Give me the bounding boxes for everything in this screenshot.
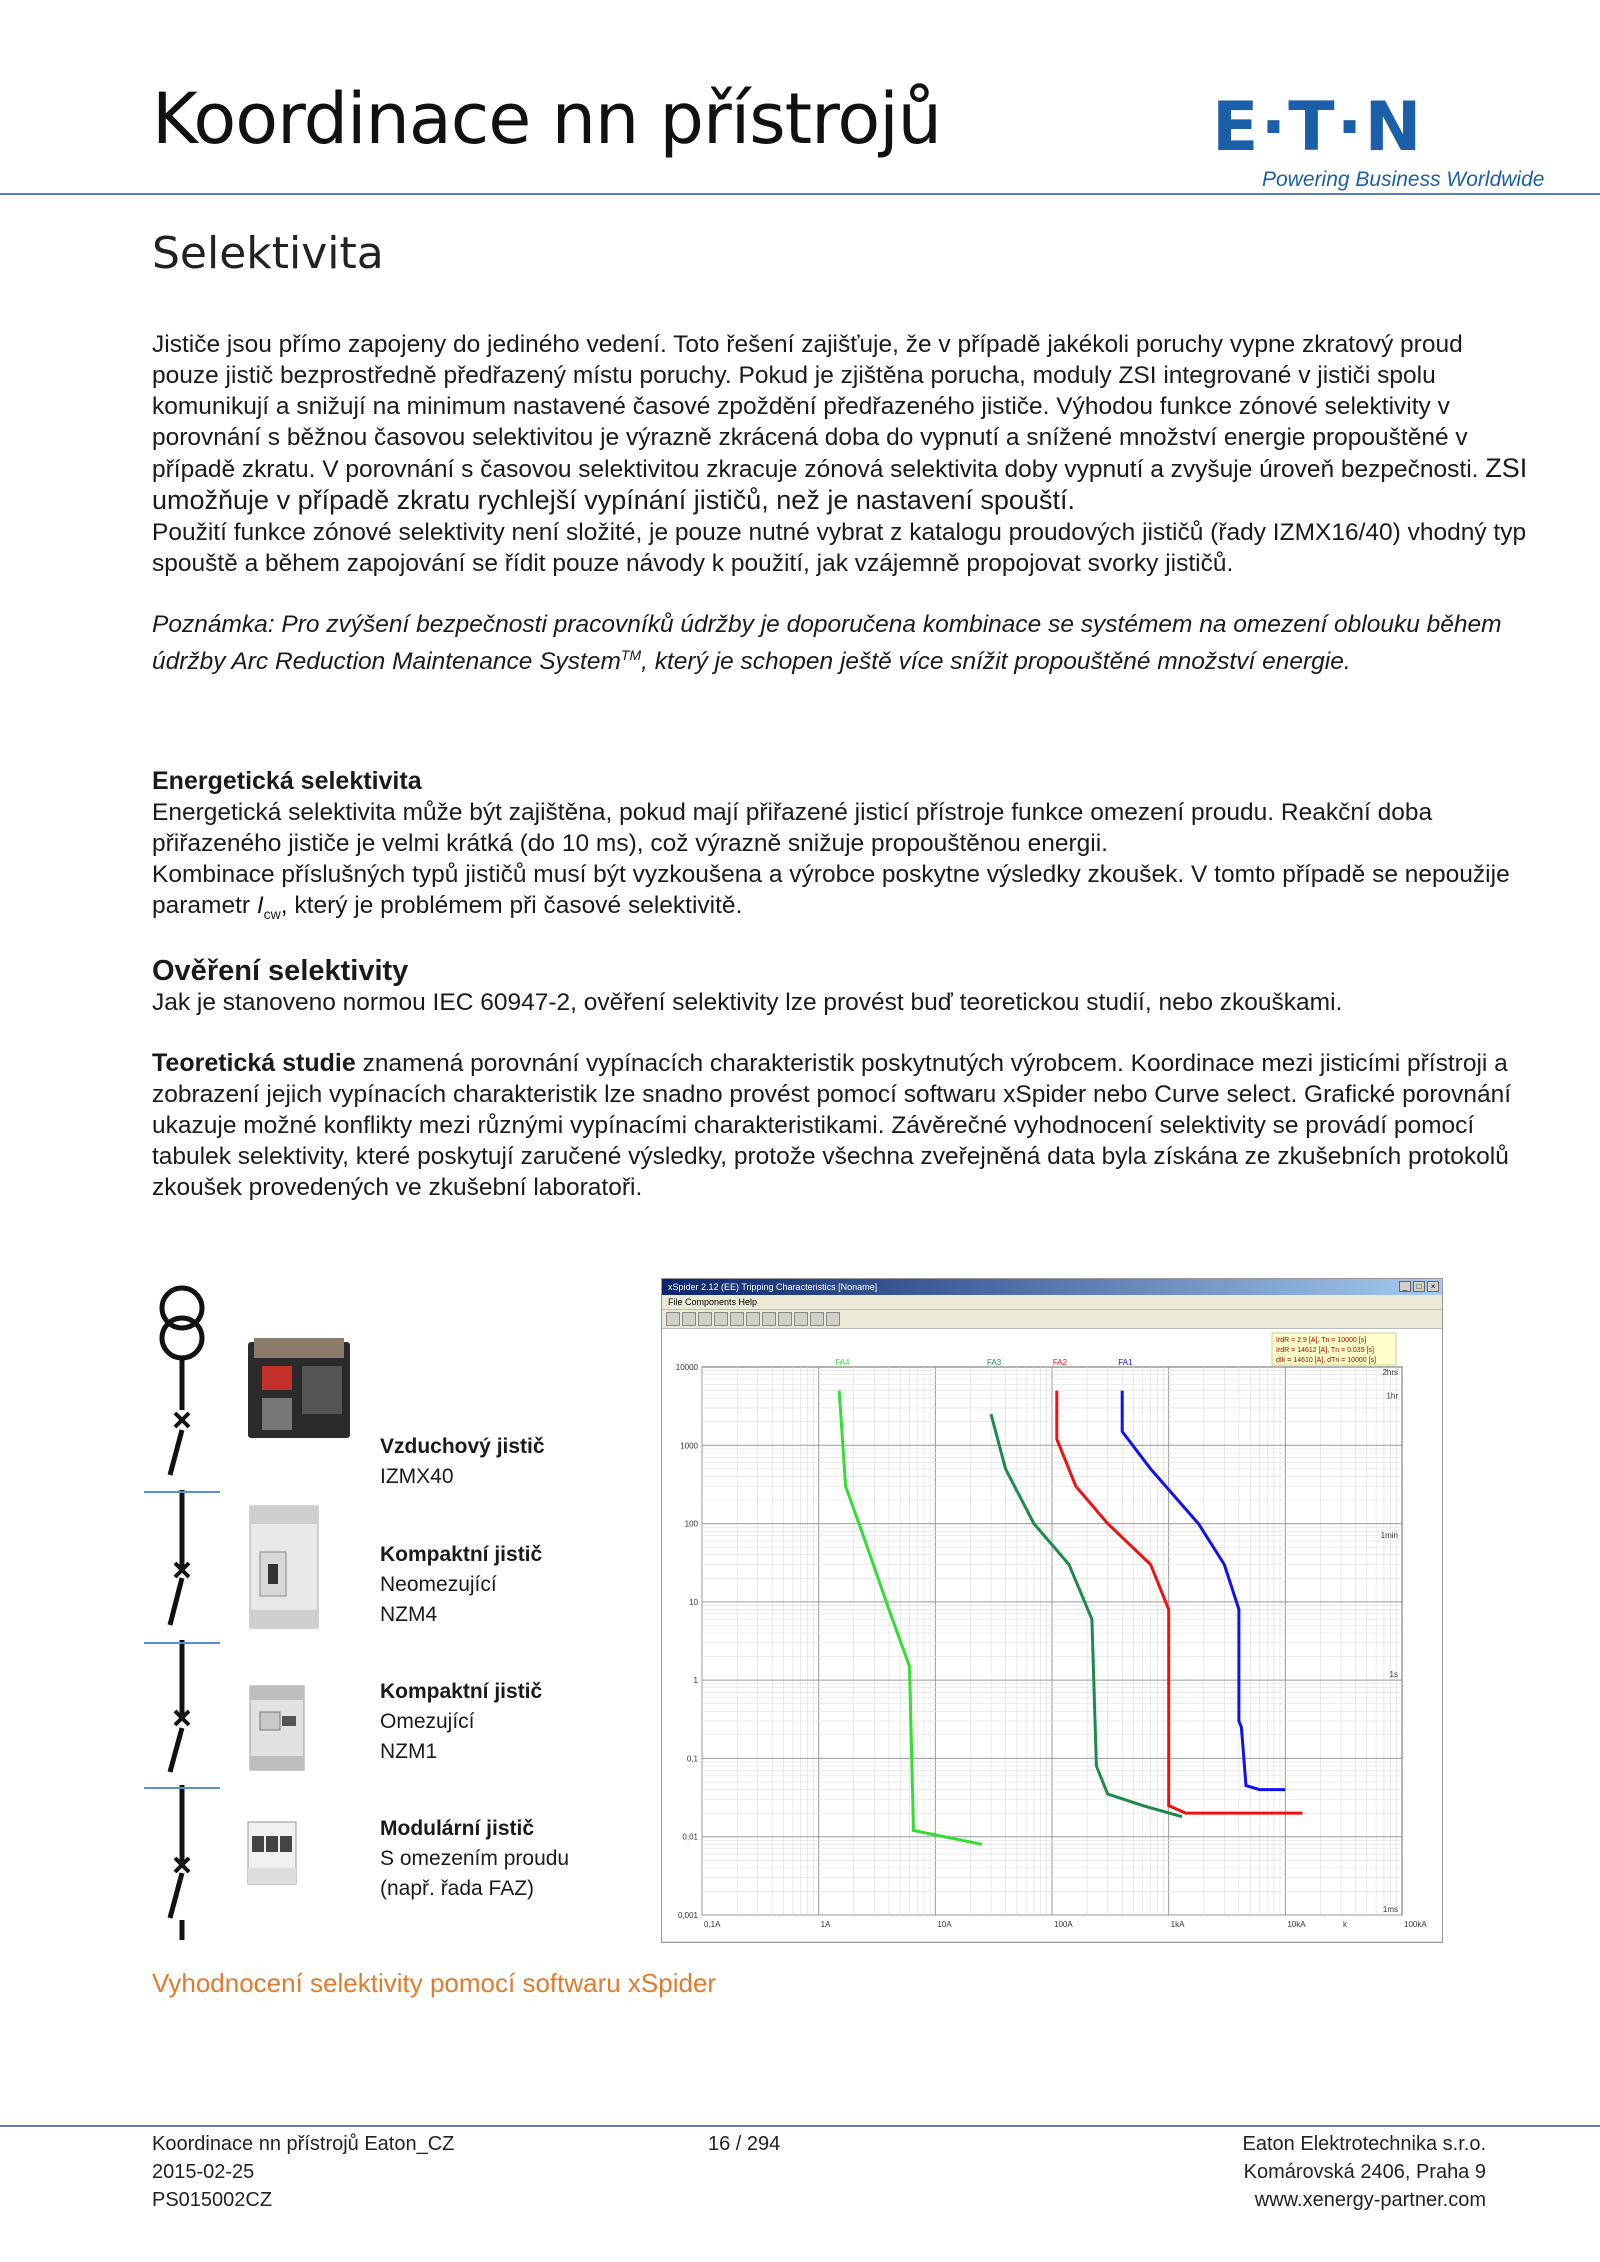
x-tick-label: 100A	[1054, 1920, 1073, 1929]
energetic-text: Kombinace příslušných typů jističů musí být vyzkoušena a výrobce poskytne výsledky zkoušek. V tomto případě se nepoužije parametr	[152, 861, 1510, 919]
y-tick-label: 10	[689, 1597, 698, 1607]
mcb-faz-image	[244, 1818, 300, 1888]
print-icon[interactable]	[714, 1312, 728, 1326]
energetic-paragraph-1: Energetická selektivita může být zajištěna, pokud mají přiřazené jisticí přístroje funkce omezení proudu. Reakční doba přiřazeného jističe je velmi krátká (do 10 ms), což výrazně snižuje propouštěnou energii.	[152, 799, 1433, 857]
device-name: Kompaktní jistič	[380, 1680, 543, 1703]
legend-entry: IrdR = 2.9 [A], Tn = 10000 [s]	[1276, 1337, 1367, 1344]
device-name: Modulární jistič	[380, 1817, 535, 1840]
mccb-nzm4-image	[246, 1502, 322, 1632]
device-model: NZM4	[380, 1603, 438, 1626]
export-icon[interactable]	[794, 1312, 808, 1326]
y-tick-label: 0,01	[682, 1832, 698, 1842]
y-tick-label: 1000	[680, 1441, 698, 1451]
device-label-izmx40	[380, 1432, 545, 1492]
energetic-block	[152, 766, 1532, 930]
x-tick-label: 0,1A	[704, 1920, 721, 1929]
theory-term: Teoretická studie	[152, 1049, 356, 1077]
footer-right	[1243, 2130, 1486, 2214]
energetic-heading: Energetická selektivita	[152, 767, 422, 795]
device-name: Vzduchový jistič	[380, 1435, 545, 1458]
intro-text: Jističe jsou přímo zapojeny do jediného vedení. Toto řešení zajišťuje, že v případě jakékoli poruchy vypne zkratový proud pouze jistič bezprostředně předřazený místu poruchy. Pokud je zjištěna porucha, moduly ZSI integrované v jističi spolu komunikují a snižují na minimum nastavené časové zpoždění předřazeného jističe. Výhodou funkce zónové selektivity v porovnání s běžnou časovou selektivitou je výrazně zkrácená doba do vypnutí a snížené množství energie propouštěné v případě zkratu. V porovnání s časovou selektivitou zkracuje zónová selektivita doby vypnutí a zvyšuje úroveň bezpečnosti.	[152, 331, 1479, 483]
tripping-characteristics-chart	[662, 1329, 1442, 1941]
device-name: Kompaktní jistič	[380, 1543, 543, 1566]
footer-divider	[0, 2125, 1600, 2127]
series-label-fa3: FA3	[986, 1358, 1002, 1367]
x-tick-label: 10A	[937, 1920, 952, 1929]
right-time-label: 2hrs	[1382, 1368, 1398, 1378]
page-title: Koordinace nn přístrojů	[152, 78, 942, 160]
legend-entry: dIk = 14610 [A], dTn = 10000 [s]	[1276, 1357, 1377, 1364]
device-label-nzm1	[380, 1677, 542, 1767]
save-icon[interactable]	[698, 1312, 712, 1326]
intro-paragraph	[152, 329, 1532, 517]
close-icon[interactable]: ×	[1427, 1281, 1439, 1292]
figure-caption: Vyhodnocení selektivity pomocí softwaru xSpider	[152, 1968, 717, 1998]
verification-paragraph-2	[152, 1048, 1532, 1203]
x-tick-label: 10kA	[1287, 1920, 1306, 1929]
xspider-toolbar	[662, 1309, 1442, 1329]
single-line-diagram	[140, 1280, 230, 1940]
footer-address: Komárovská 2406, Praha 9	[1243, 2161, 1486, 2183]
footer-date: 2015-02-25	[152, 2161, 255, 2183]
right-time-label: 1ms	[1382, 1905, 1398, 1914]
x-tick-label: 1kA	[1170, 1920, 1185, 1929]
footer-website: www.xenergy-partner.com	[1254, 2189, 1486, 2211]
footer-doc-code: PS015002CZ	[152, 2189, 273, 2211]
new-icon[interactable]	[666, 1312, 680, 1326]
y-tick-label: 100	[684, 1519, 698, 1529]
mccb-nzm1-image	[246, 1682, 308, 1774]
device-model: NZM1	[380, 1740, 438, 1763]
x-tick-label: 1A	[820, 1920, 831, 1929]
x-tick-label: k	[1342, 1920, 1347, 1929]
note-trademark: TM	[620, 647, 642, 663]
footer-doc-title: Koordinace nn přístrojů Eaton_CZ	[152, 2133, 455, 2155]
intro-block	[152, 329, 1532, 677]
verification-block	[152, 956, 1532, 1203]
logo-tagline: Powering Business Worldwide	[1262, 168, 1545, 191]
zoom-icon[interactable]	[762, 1312, 776, 1326]
xspider-window	[661, 1278, 1443, 1943]
y-tick-label: 0,1	[686, 1754, 698, 1764]
series-label-fa1: FA1	[1118, 1358, 1133, 1367]
intro-text-tail: ZSI umožňuje v případě zkratu rychlejší vypínání jističů, než je nastavení spouští.	[152, 453, 1528, 515]
parameter-sub: cw	[263, 905, 281, 922]
intro-paragraph-2: Použití funkce zónové selektivity není složité, je pouze nutné vybrat z katalogu proudových jističů (řady IZMX16/40) vhodný typ spouště a během zapojování se řídit pouze návody k použití, jak vzájemně propojovat svorky jističů.	[152, 519, 1527, 577]
section-title: Selektivita	[152, 228, 384, 279]
device-type: Neomezující	[380, 1573, 497, 1596]
eaton-logo	[1212, 88, 1446, 167]
open-icon[interactable]	[682, 1312, 696, 1326]
right-time-label: 1s	[1389, 1670, 1398, 1680]
footer-company: Eaton Elektrotechnika s.r.o.	[1242, 2133, 1486, 2155]
help-icon[interactable]	[826, 1312, 840, 1326]
acb-izmx40-image	[244, 1336, 356, 1444]
footer-left	[152, 2130, 454, 2214]
header-divider	[0, 193, 1600, 195]
legend-entry: IrdR = 14612 [A], Tn = 0.035 [s]	[1276, 1347, 1374, 1354]
y-tick-label: 10000	[675, 1363, 698, 1372]
device-model: (např. řada FAZ)	[380, 1877, 535, 1900]
transformer-winding-lower	[162, 1318, 202, 1358]
delete-icon[interactable]	[810, 1312, 824, 1326]
series-label-fa2: FA2	[1052, 1358, 1068, 1367]
series-label-fa4: FA4	[835, 1358, 850, 1367]
edit-icon[interactable]	[778, 1312, 792, 1326]
xspider-menu-bar[interactable]: File Components Help	[668, 1297, 758, 1307]
maximize-icon[interactable]: □	[1413, 1281, 1425, 1292]
note-text-tail: , který je schopen ještě více snížit propouštěné množství energie.	[641, 648, 1351, 676]
device-label-nzm4	[380, 1540, 542, 1630]
parameter-i: I	[256, 892, 264, 919]
verification-text: znamená porovnání vypínacích charakteristik poskytnutých výrobcem. Koordinace mezi jisticími přístroji a zobrazení jejich vypínacích charakteristik lze snadno provést pomocí softwaru xSpider nebo Curve select. Grafické porovnání ukazuje možné konflikty mezi různými vypínacími charakteristikami. Závěrečné vyhodnocení selektivity se provádí pomocí tabulek selektivity, které poskytují zaručené výsledky, protože všechna zveřejněná data byla získána ze zkušebních protokolů zkoušek provedených ve zkušební laboratoři.	[152, 1050, 1512, 1201]
copy-icon[interactable]	[730, 1312, 744, 1326]
x-tick-label: 100kA	[1404, 1920, 1427, 1929]
note-paragraph	[152, 609, 1532, 677]
verification-heading: Ověření selektivity	[152, 955, 409, 987]
window-controls	[1399, 1281, 1439, 1292]
verification-paragraph-1: Jak je stanoveno normou IEC 60947-2, ověření selektivity lze provést buď teoretickou studií, nebo zkouškami.	[152, 989, 1343, 1016]
right-time-label: 1hr	[1386, 1391, 1398, 1401]
y-tick-label: 0,001	[677, 1911, 698, 1920]
energetic-text-tail: , který je problémem při časové selektivitě.	[280, 892, 743, 919]
eaton-logo-word: E·T·N	[1212, 88, 1424, 167]
right-time-label: 1min	[1380, 1530, 1398, 1540]
y-tick-label: 1	[693, 1676, 698, 1686]
minimize-icon[interactable]: _	[1399, 1281, 1411, 1292]
energetic-paragraph-2	[152, 859, 1532, 930]
device-type: S omezením proudu	[380, 1847, 570, 1870]
note-text: Poznámka: Pro zvýšení bezpečnosti pracovníků údržby je doporučena kombinace se systémem na omezení oblouku během údržby Arc Reduction Maintenance System	[152, 611, 1502, 676]
grid-icon[interactable]	[746, 1312, 760, 1326]
device-model: IZMX40	[380, 1465, 454, 1488]
xspider-title-bar: xSpider 2.12 (EE) Tripping Characteristics [Noname]	[662, 1279, 1442, 1295]
footer-page-number: 16 / 294	[708, 2133, 781, 2155]
device-type: Omezující	[380, 1710, 475, 1733]
device-label-faz	[380, 1814, 569, 1904]
